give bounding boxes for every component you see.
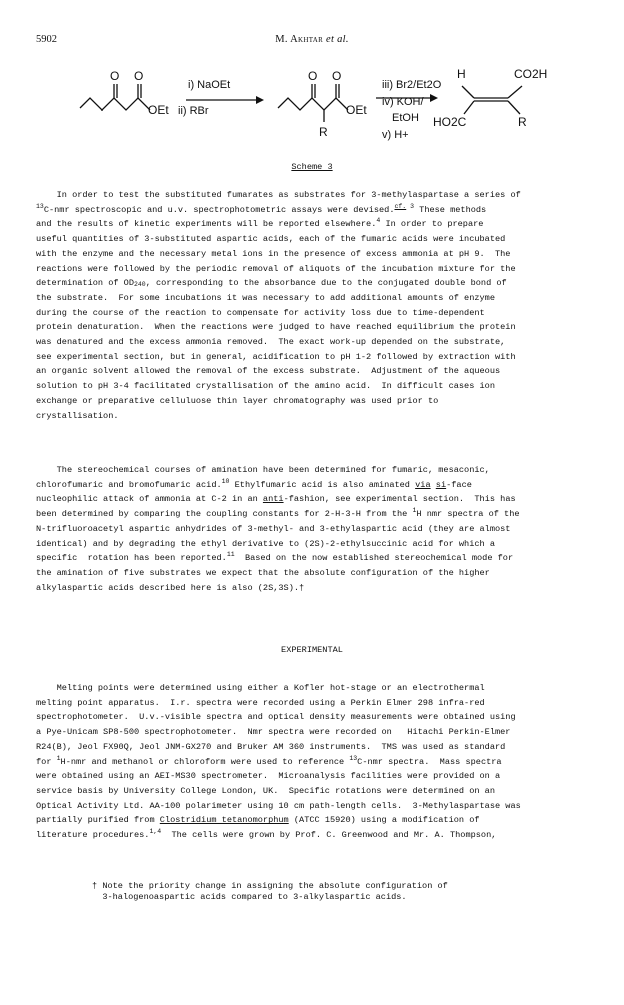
scheme-reagent-2: ii) RBr: [178, 105, 209, 117]
scheme-oet-1: OEt: [148, 103, 169, 117]
reaction-scheme: [60, 58, 570, 163]
scheme-oxygen-3: O: [308, 69, 318, 83]
scheme-oet-2: OEt: [346, 103, 367, 117]
stereochem-paragraph: The stereochemical courses of amination have been determined for fumaric, mesaconic, chlorofumaric and bromofumaric acid.$^{10}$ Ethylfumaric acid is also aminated via si-face nucleophilic attack of ammonia at C-2 in an anti-fashion, see experimental section. This has been determined by comparing the coupling constants for 2-H-3-H from the $^1$H nmr spectra of the N-trifluoroacetyl aspartic anhydrides of 3-methyl- and 3-ethylaspartic acid (they are almost identical) and by degrading the ethyl derivative to (2S)-2-ethylsuccinic acid for which a specific rotation has been reported.$^{11}$ Based on the now established stereochemical mode for the amination of five substrates we expect that the absolute configuration of the higher alkylaspartic acids described here is also (2S,3S).†: [36, 465, 520, 593]
experimental-heading: EXPERIMENTAL: [281, 645, 343, 655]
scheme-reagent-1: i) NaOEt: [188, 79, 231, 91]
scheme-reagent-4: iv) KOH/: [382, 96, 424, 108]
scheme-oxygen-2: O: [134, 69, 144, 83]
scheme-h: H: [457, 67, 466, 81]
experimental-paragraph: Melting points were determined using either a Kofler hot-stage or an electrothermal melting point apparatus. I.r. spectra were recorded using a Perkin Elmer 298 infra-red spectrophotometer. U.v.-visible spectra and optical density measurements were obtained using a Pye-Unicam SP8-500 spectrophotometer. Nmr spectra were recorded on Hitachi Perkin-Elmer R24(B), Jeol FX90Q, Jeol JNM-GX270 and Bruker AM 360 instruments. TMS was used as standard for $^1$H-nmr and methanol or chloroform were used to reference $^{13}$C-nmr spectra. Mass spectra were obtained using an AEI-MS30 spectrometer. Microanalysis facilities were provided on a service basis by University College London, UK. Specific rotations were determined on an Optical Activity Ltd. AA-100 polarimeter using 10 cm path-length cells. 3-Methylaspartase was partially purified from Clostridium tetanomorphum (ATCC 15920) using a modification of literature procedures.$^{1,4}$ The cells were grown by Prof. C. Greenwood and Mr. A. Thompson,: [36, 683, 521, 841]
scheme-r-1: R: [319, 125, 328, 139]
scheme-ho2c: HO2C: [433, 115, 467, 129]
scheme-reagent-3: iii) Br2/Et2O: [382, 79, 442, 91]
scheme-co2h: CO2H: [514, 67, 548, 81]
scheme-oxygen-1: O: [110, 69, 120, 83]
footnote: † Note the priority change in assigning the absolute configuration of 3-halogenoaspartic acids compared to 3-alkylaspartic acids.: [92, 881, 448, 902]
scheme-reagent-5: EtOH: [392, 112, 419, 124]
running-author: M. Akhtar et al.: [275, 34, 349, 45]
scheme-reagent-6: v) H+: [382, 129, 409, 141]
page-number: 5902: [36, 34, 57, 45]
intro-paragraph: In order to test the substituted fumarates as substrates for 3-methylaspartase a series of $^{13}$C-nmr spectroscopic and u.v. spectrophotometric assays were devised.$^{cf. 3}$ These methods and the results of kinetic experiments will be reported elsewhere.$^4$ In order to prepare useful quantities of 3-substituted aspartic acids, each of the fumaric acids were incubated with the enzyme and the necessary metal ions in the presence of excess ammonia at pH 9. The reactions were followed by the periodic removal of aliquots of the incubation mixture for the determination of $OD_{240}$, corresponding to the absorbance due to the conjugated double bond of the substrate. For some incubations it was necessary to add additional amounts of enzyme during the course of the reaction to compensate for activity loss due to time-dependent protein denaturation. When the reactions were judged to have reached equilibrium the protein was denatured and the excess ammonia removed. The exact work-up depended on the substrate, see experimental section, but in general, acidification to pH 1-2 followed by extraction with an organic solvent allowed the removal of the excess substrate. Adjustment of the aqueous solution to pH 3-4 facilitated crystallisation of the amino acid. In difficult cases ion exchange or preparative celluluose thin layer chromatography was used prior to crystallisation.: [36, 190, 521, 421]
scheme-r-2: R: [518, 115, 527, 129]
scheme-oxygen-4: O: [332, 69, 342, 83]
scheme-caption: Scheme 3: [291, 162, 333, 172]
page-header: [0, 34, 624, 50]
